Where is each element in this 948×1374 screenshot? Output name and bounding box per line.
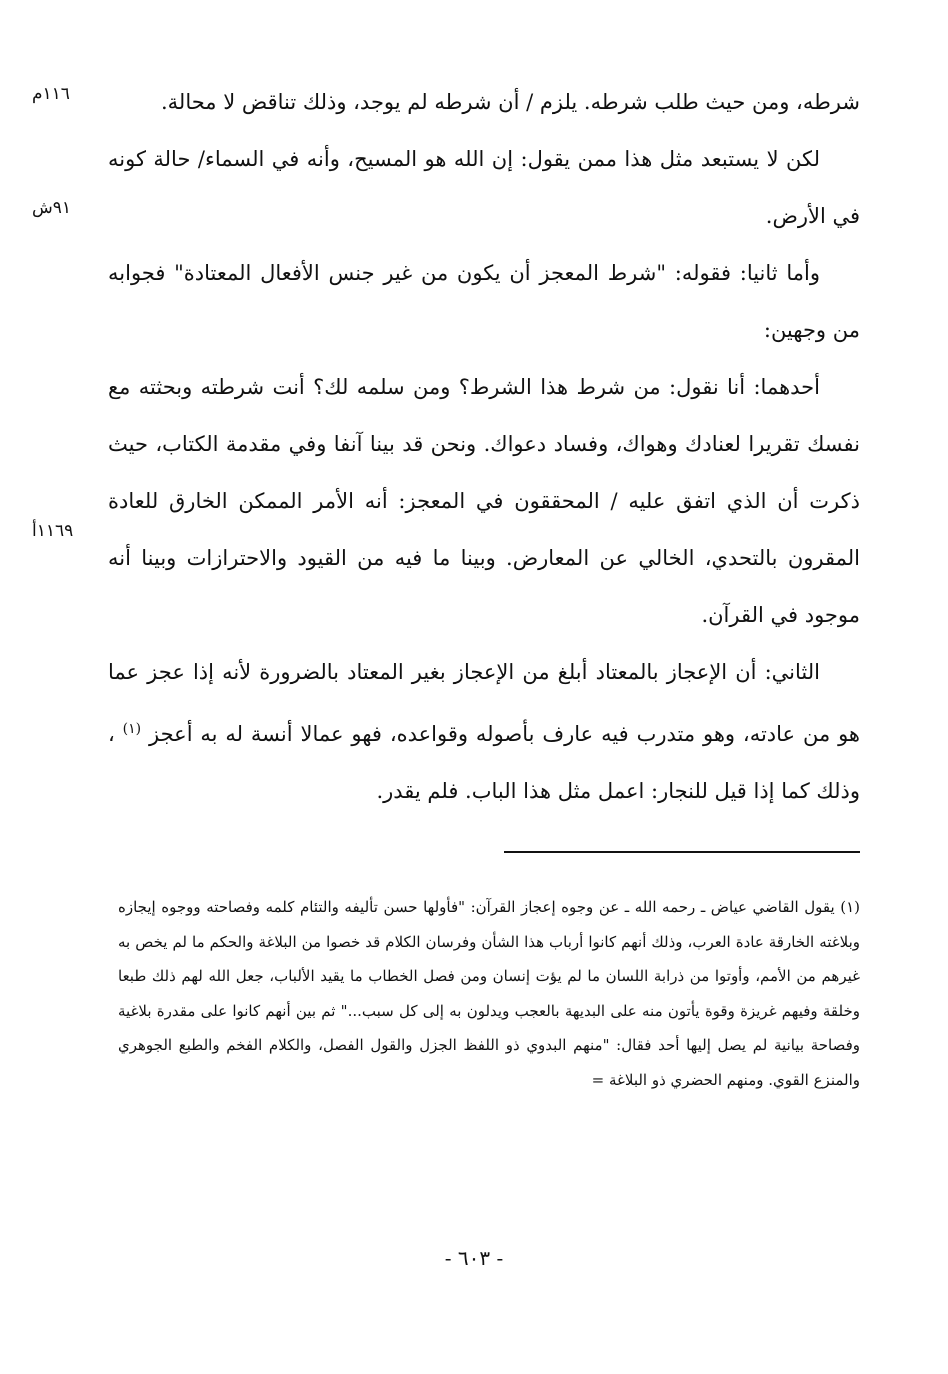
- footnote-reference[interactable]: (١): [122, 721, 142, 737]
- manuscript-folio-note: ١١٦٩أ: [32, 521, 74, 541]
- main-text: [108, 74, 860, 820]
- page-number: - ٦٠٣ -: [444, 1246, 504, 1270]
- paragraph-continuation: شرطه، ومن حيث طلب شرطه. يلزم / أن شرطه لم يوجد، وذلك تناقض لا محالة.: [161, 90, 860, 114]
- paragraph: لكن لا يستبعد مثل هذا ممن يقول: إن الله هو المسيح، وأنه في السماء/ حالة كونه في الأرض.: [108, 147, 860, 228]
- paragraph: أحدهما: أنا نقول: من شرط هذا الشرط؟ ومن سلمه لك؟ أنت شرطته وبحثته مع نفسك تقريرا لعنادك وهواك، وفساد دعواك. ونحن قد بينا آنفا وفي مقدمة الكتاب، حيث ذكرت أن الذي اتفق عليه / المحققون في المعجز: أنه الأمر الممكن الخارق للعادة المقرون بالتحدي، الخالي عن المعارض. وبينا ما فيه من القيود والاحترازات وبينا أنه موجود في القرآن.: [108, 375, 860, 627]
- manuscript-folio-note: ١١٦م: [32, 84, 70, 104]
- footnote-separator: [504, 851, 860, 853]
- paragraph-text: الثاني: أن الإعجاز بالمعتاد أبلغ من الإعجاز بغير المعتاد بالضرورة لأنه إذا عجز عما هو من عادته، وهو متدرب فيه عارف بأصوله وقواعده، فهو عمالا أنسة له به أعجز: [108, 660, 860, 746]
- paragraph: [108, 644, 860, 820]
- footnotes: [118, 890, 860, 1097]
- paragraph: وأما ثانيا: فقوله: "شرط المعجز أن يكون من غير جنس الأفعال المعتادة" فجوابه من وجهين:: [108, 261, 860, 342]
- manuscript-folio-note: ٩١ش: [32, 198, 72, 218]
- paragraph-text: ، وذلك كما إذا قيل للنجار: اعمل مثل هذا الباب. فلم يقدر.: [108, 722, 860, 803]
- footnote: (١) يقول القاضي عياض ـ رحمه الله ـ عن وجوه إعجاز القرآن: "فأولها حسن تأليفه والتئام كلمه وفصاحته ووجوه إيجازه وبلاغته الخارقة عادة العرب، وذلك أنهم كانوا أرباب هذا الشأن وفرسان الكلام قد خصوا من البلاغة والحكم ما لم يخص به غيرهم من الأمم، وأوتوا من ذرابة اللسان ما لم يؤت إنسان ومن فصل الخطاب ما يقيد الألباب، جعل الله لهم ذلك طبعا وخلقة وفيهم غريزة وقوة يأتون منه على البديهة بالعجب ويدلون به إلى كل سبب..." ثم بين أنهم كانوا على مقدرة بلاغية وفصاحة بيانية لم يصل إليها أحد فقال: "منهم البدوي ذو اللفظ الجزل والقول الفصل، والكلام الفخم والطبع الجوهري والمنزع القوي. ومنهم الحضري ذو البلاغة =: [118, 898, 860, 1089]
